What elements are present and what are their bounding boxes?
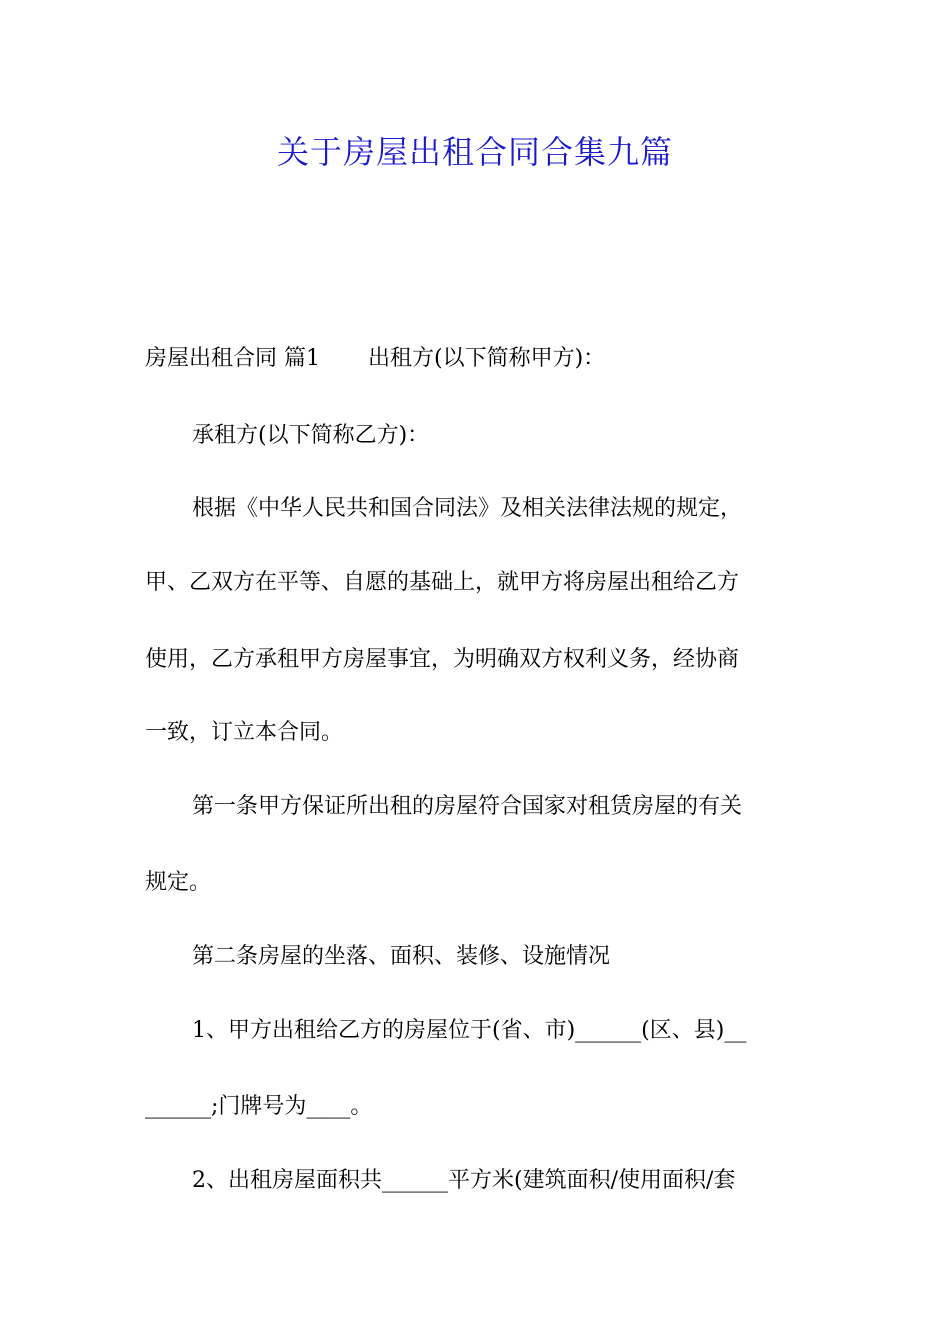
paragraph-basis-line-2: 甲、乙双方在平等、自愿的基础上，就甲方将房屋出租给乙方 <box>145 570 740 595</box>
article-two-heading: 第二条房屋的坐落、面积、装修、设施情况 <box>192 944 611 969</box>
article-one-line-1: 第一条甲方保证所出租的房屋符合国家对租赁房屋的有关 <box>192 794 743 819</box>
document-title: 关于房屋出租合同合集九篇 <box>276 133 673 171</box>
first-line <box>145 344 605 374</box>
article-one-line-2: 规定。 <box>145 870 212 895</box>
paragraph-lessee: 承租方(以下简称乙方)： <box>192 423 430 448</box>
paragraph-lessor: 出租方(以下简称甲方)： <box>368 346 606 371</box>
paragraph-basis-line-1: 根据《中华人民共和国合同法》及相关法律法规的规定， <box>192 496 743 521</box>
clause-two-line-1: 2、出租房屋面积共______平方米(建筑面积/使用面积/套 <box>192 1168 736 1193</box>
clause-one-line-2: ______;门牌号为____。 <box>145 1094 373 1119</box>
paragraph-basis-line-4: 一致，订立本合同。 <box>145 720 344 745</box>
clause-one-line-1: 1、甲方出租给乙方的房屋位于(省、市)______(区、县)__ <box>192 1018 747 1043</box>
paragraph-basis-line-3: 使用，乙方承租甲方房屋事宜，为明确双方权利义务，经协商 <box>145 647 740 672</box>
section-heading: 房屋出租合同 篇1 <box>145 346 320 371</box>
